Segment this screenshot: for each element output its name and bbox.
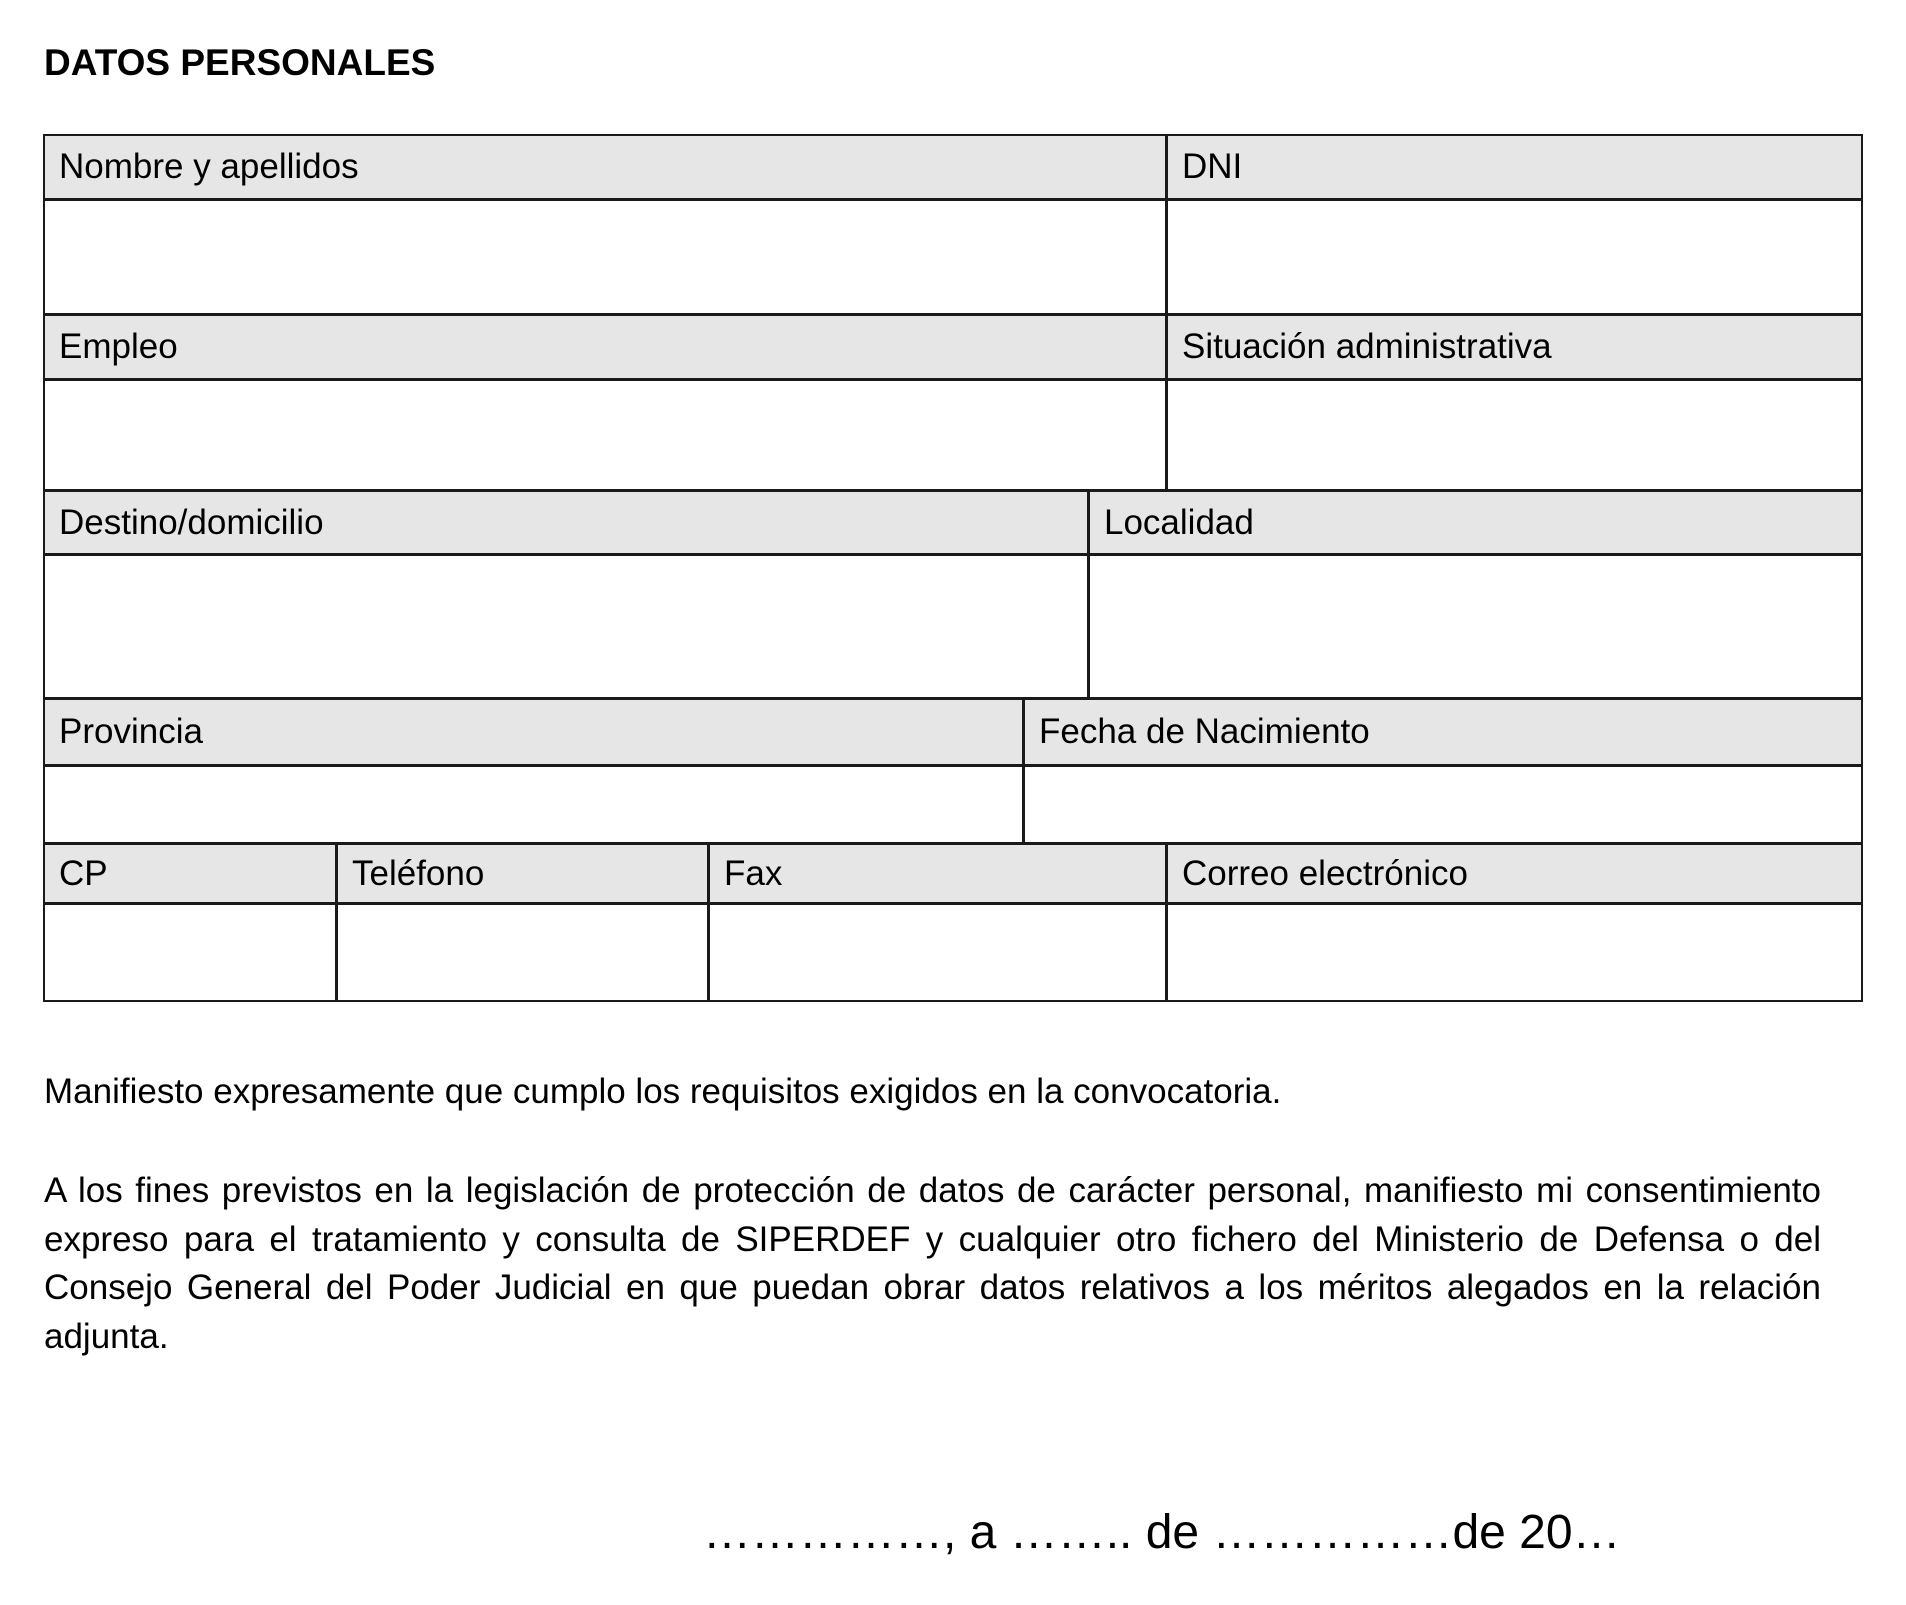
label-dni: DNI: [1166, 134, 1863, 200]
label-correo: Correo electrónico: [1166, 843, 1863, 904]
label-nombre: Nombre y apellidos: [43, 134, 1167, 200]
input-fecha-nacimiento[interactable]: [1023, 765, 1863, 844]
input-provincia[interactable]: [43, 765, 1024, 844]
label-situacion: Situación administrativa: [1166, 314, 1863, 380]
data-protection-consent: A los fines previstos en la legislación de protección de datos de carácter personal, manifiesto mi consentimiento expreso para el tratamiento y consulta de SIPERDEF y cualquier otro fichero del Ministerio de Defensa o del Consejo General del Poder Judicial en que puedan obrar datos relativos a los méritos alegados en la relación adjunta.: [44, 1171, 1821, 1356]
label-localidad: Localidad: [1088, 490, 1863, 555]
input-correo[interactable]: [1166, 903, 1863, 1002]
input-situacion[interactable]: [1166, 379, 1863, 491]
input-destino[interactable]: [43, 554, 1089, 699]
input-dni[interactable]: [1166, 199, 1863, 315]
input-empleo[interactable]: [43, 379, 1167, 491]
input-localidad[interactable]: [1088, 554, 1863, 699]
label-provincia: Provincia: [43, 698, 1024, 766]
label-empleo: Empleo: [43, 314, 1167, 380]
requirements-statement: Manifiesto expresamente que cumplo los requisitos exigidos en la convocatoria.: [44, 1072, 1282, 1111]
label-fax: Fax: [708, 843, 1167, 904]
label-fecha-nacimiento: Fecha de Nacimiento: [1023, 698, 1863, 766]
place-date-line: ……………, a …….. de ……………de 20…: [703, 1506, 1621, 1559]
label-destino: Destino/domicilio: [43, 490, 1089, 555]
input-cp[interactable]: [43, 903, 337, 1002]
section-title: DATOS PERSONALES: [44, 42, 436, 83]
label-cp: CP: [43, 843, 337, 904]
label-telefono: Teléfono: [336, 843, 709, 904]
input-nombre[interactable]: [43, 199, 1167, 315]
input-fax[interactable]: [708, 903, 1167, 1002]
personal-data-form: [44, 135, 1863, 1002]
input-telefono[interactable]: [336, 903, 709, 1002]
